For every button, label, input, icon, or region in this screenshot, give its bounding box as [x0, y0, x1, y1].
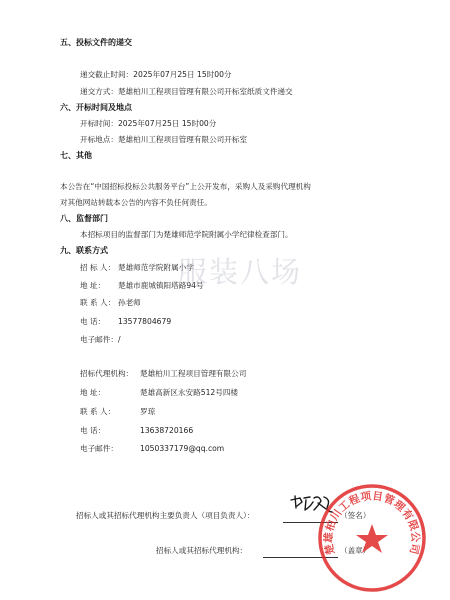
- agency-name-row: [80, 370, 246, 378]
- agency-phone-row: [80, 427, 193, 435]
- tenderer-email-label: 电子邮件：: [80, 335, 118, 344]
- agency-address-row: [80, 389, 238, 397]
- agency-phone: 13638720166: [140, 426, 194, 435]
- signature-line1-suffix: （签名）: [340, 511, 371, 520]
- other-notice-line1: 本公告在“中国招标投标公共服务平台”上公开发布，采购人及采购代理机构: [60, 182, 311, 191]
- tenderer-name-label: 招 标 人：: [80, 263, 116, 272]
- bid-opening-place: 开标地点：楚雄柏川工程项目管理有限公司开标室: [80, 135, 248, 144]
- company-seal: [316, 482, 428, 594]
- section-8-heading: 八、监督部门: [60, 214, 108, 223]
- agency-name: 楚雄柏川工程项目管理有限公司: [140, 369, 247, 378]
- section-6-heading: 六、开标时间及地点: [60, 103, 132, 112]
- agency-name-label: 招标代理机构：: [80, 369, 134, 378]
- section-9-heading: 九、联系方式: [60, 246, 108, 255]
- agency-address-label: 地 址：: [80, 388, 106, 397]
- other-notice-line2: 对其他网站转载本公告的内容不负任何责任。: [60, 198, 212, 207]
- bid-opening-time: 开标时间：2025年07月25日 15时00分: [80, 119, 217, 128]
- tenderer-phone: 13577804679: [118, 317, 172, 326]
- agency-email-label: 电子邮件：: [80, 444, 118, 453]
- bid-deadline: 递交截止时间：2025年07月25日 15时00分: [80, 70, 232, 79]
- signature-line2-label: 招标人或其招标代理机构：: [156, 546, 248, 555]
- agency-email-row: [80, 445, 224, 453]
- tenderer-email: /: [118, 335, 121, 344]
- agency-address: 楚雄高新区永安路512号四楼: [140, 388, 239, 397]
- tenderer-address-label: 地 址：: [80, 281, 106, 290]
- signature-line1-label: 招标人或其招标代理机构主要负责人（项目负责人）：: [76, 511, 255, 520]
- agency-contact-label: 联 系 人：: [80, 407, 116, 416]
- agency-contact: 罗琼: [140, 407, 156, 416]
- tenderer-phone-row: [80, 318, 171, 326]
- agency-phone-label: 电 话：: [80, 426, 106, 435]
- section-5-heading: 五、投标文件的递交: [60, 38, 132, 47]
- tenderer-name: 楚雄师范学院附属小学: [118, 263, 194, 272]
- seal-text: 楚雄柏川工程项目管理有限公司: [322, 490, 422, 556]
- section-7-heading: 七、其他: [60, 151, 92, 160]
- tenderer-contact-label: 联 系 人：: [80, 298, 116, 307]
- tenderer-email-row: [80, 336, 121, 344]
- agency-contact-row: [80, 408, 155, 416]
- bid-submission-method: 递交方式：楚雄柏川工程项目管理有限公司开标室纸质文件递交: [80, 87, 293, 96]
- supervision-text: 本招标项目的监督部门为楚雄师范学院附属小学纪律检查部门。: [80, 230, 293, 239]
- tenderer-contact: 孙老师: [118, 298, 141, 307]
- tenderer-address: 楚雄市鹿城镇阳塔路94号: [118, 281, 204, 290]
- tenderer-name-row: [80, 264, 194, 272]
- signature-line2-suffix: （盖章）: [340, 546, 371, 555]
- watermark-text: 服装八场: [178, 255, 303, 289]
- tenderer-contact-row: [80, 299, 141, 307]
- tenderer-phone-label: 电 话：: [80, 317, 106, 326]
- agency-email: 1050337179@qq.com: [140, 444, 225, 453]
